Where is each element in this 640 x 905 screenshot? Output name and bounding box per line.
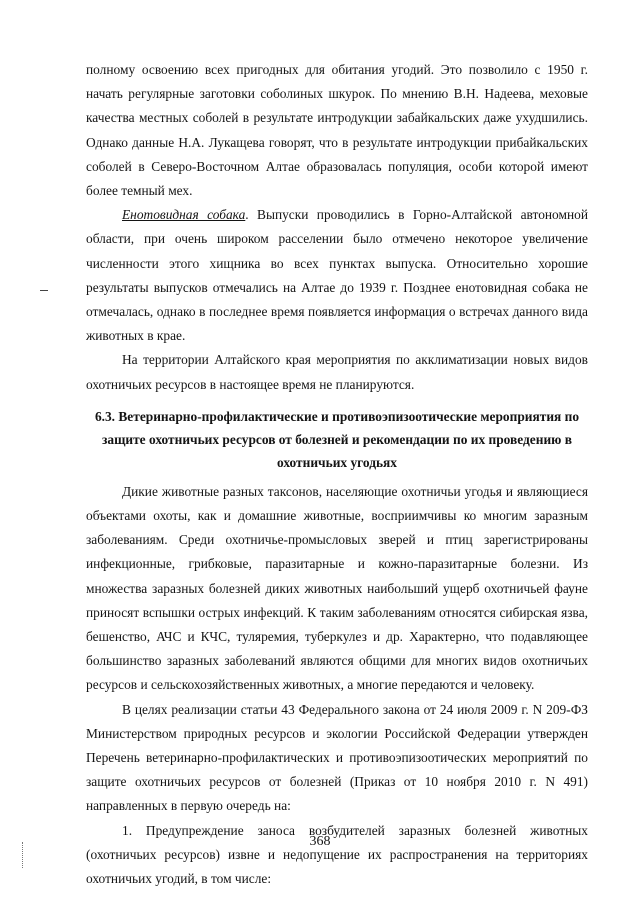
raccoon-dog-term: Енотовидная собака — [122, 207, 246, 223]
paragraph-diseases: Дикие животные разных таксонов, населяющие охотничьи угодья и являющиеся объектами охоты, как и домашние животные, восприимчивы ко многим заразным заболеваниям. Среди охотничье-промысловых зверей и птиц зарегистрированы инфекционные, грибковые, паразитарные и кожно-паразитарные болезни. Из множества заразных болезней диких животных наибольший ущерб охотничьей фауне приносят вспышки острых инфекций. К таким заболеваниям относятся сибирская язва, бешенство, АЧС и КЧС, туляремия, туберкулез и др. Характерно, что подавляющее большинство заразных заболеваний являются общими для многих видов охотничьих ресурсов и сельскохозяйственных животных, а многие передаются и человеку. — [86, 483, 588, 693]
paragraph-law: В целях реализации статьи 43 Федерального закона от 24 июля 2009 г. N 209-ФЗ Министерством природных ресурсов и экологии Российской Федерации утвержден Перечень ветеринарно-профилактических и противоэпизоотических мероприятий по защите охотничьих ресурсов от болезней (Приказ от 10 ноября 2010 г. N 491) направленных в первую очередь на: — [86, 701, 588, 814]
paragraph-planning: На территории Алтайского края мероприятия по акклиматизации новых видов охотничьих ресурсов в настоящее время не планируются. — [86, 352, 588, 392]
paragraph-raccoon-dog — [86, 203, 588, 348]
section-heading: 6.3. Ветеринарно-профилактические и противоэпизоотические мероприятия по защите охотничьих ресурсов от болезней и рекомендации по их проведению в охотничьих угодьях — [94, 408, 580, 470]
raccoon-dog-text: . Выпуски проводились в Горно-Алтайской автономной области, при очень широком расселении было отмечено некоторое увеличение численности этого хищника во всех пунктах выпуска. Относительно хорошие результаты выпусков отмечались на Алтае до 1939 г. Позднее енотовидная собака не отмечалась, однако в последнее время появляется информация о встречах данного вида животных в крае. — [86, 207, 588, 344]
paragraph-sable: полному освоению всех пригодных для обитания угодий. Это позволило с 1950 г. начать регулярные заготовки соболиных шкурок. По мнению В.Н. Надеева, меховые качества местных соболей в результате интродукции забайкальских даже ухудшились. Однако данные Н.А. Лукащева говорят, что в результате интродукции прибайкальских соболей в Северо-Восточном Алтае образовалась популяция, особи которой имеют более темный мех. — [86, 62, 588, 199]
document-page — [86, 58, 588, 891]
margin-mark — [40, 290, 48, 291]
page-number: 368 — [309, 834, 331, 849]
paragraph-prevention: 1. Предупреждение заноса возбудителей заразных болезней животных (охотничьих ресурсов) извне и недопущение их распространения на территориях охотничьих угодий, в том числе: — [86, 822, 588, 887]
